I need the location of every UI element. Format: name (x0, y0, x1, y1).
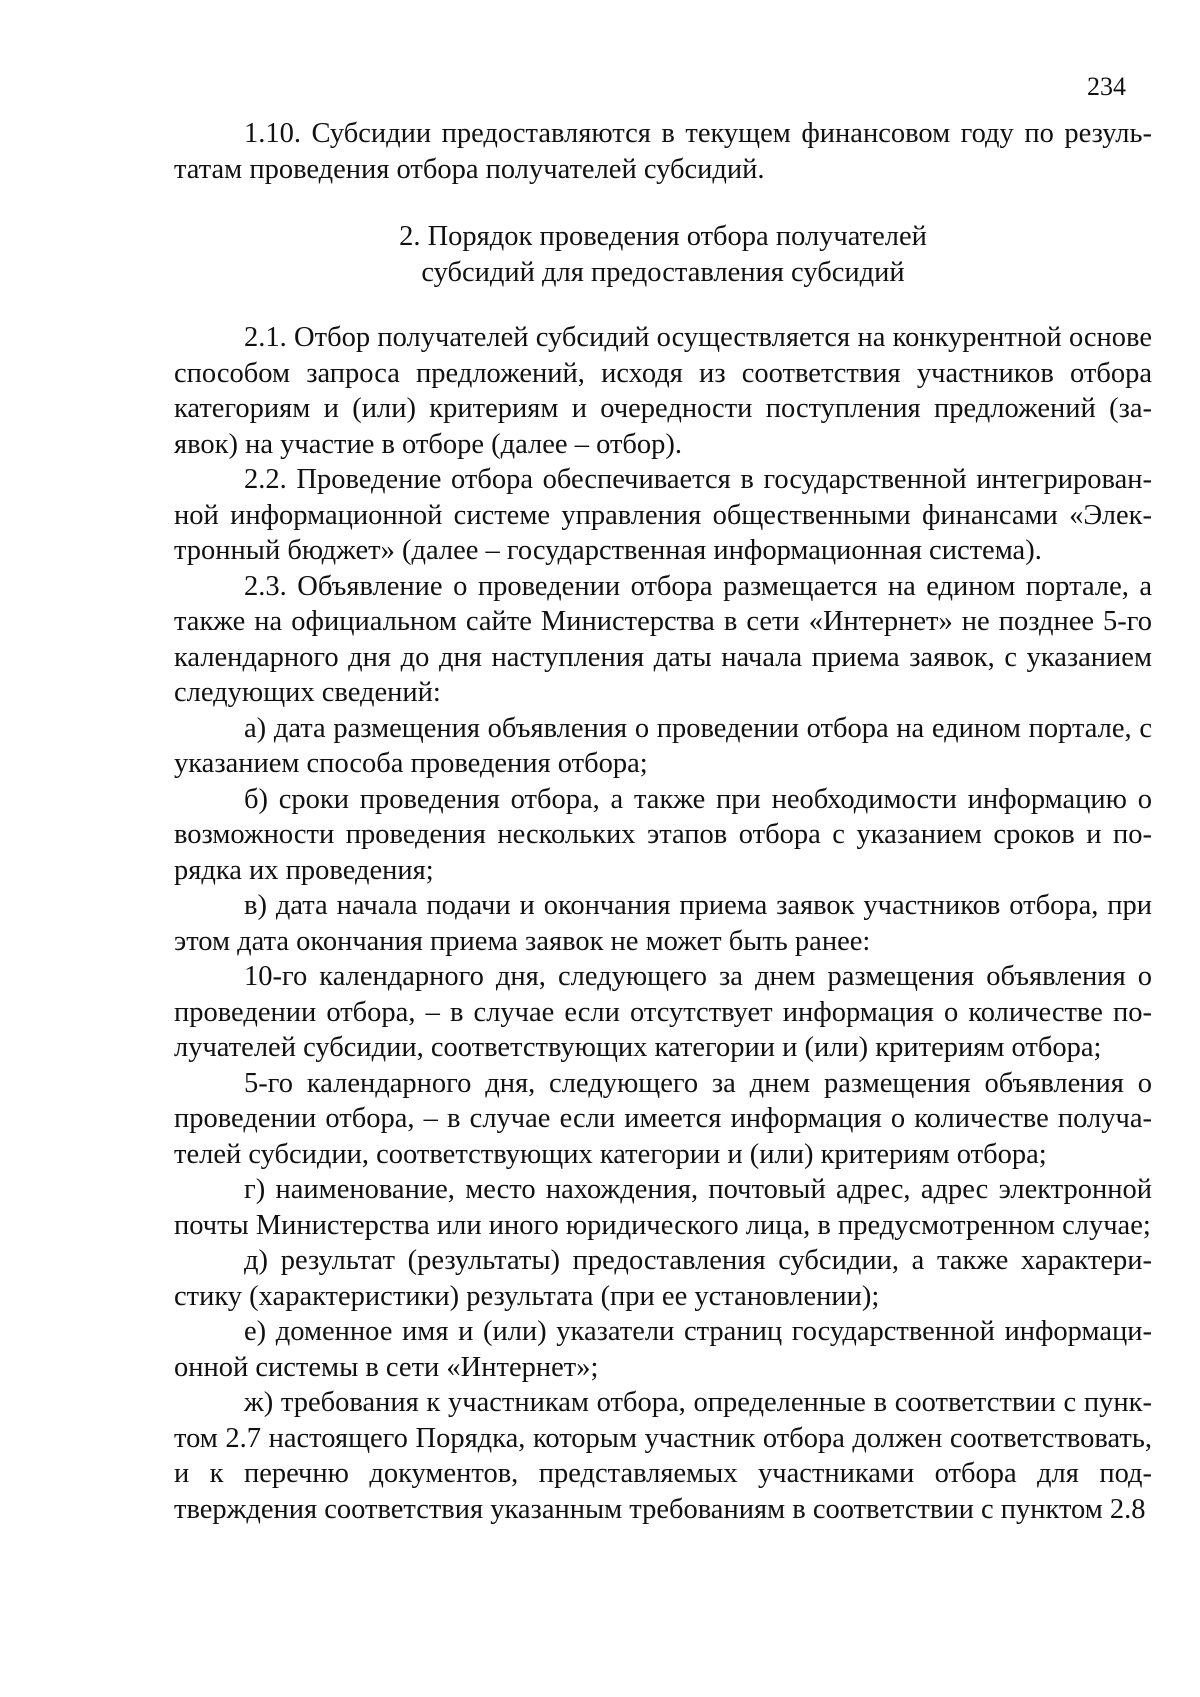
list-item-v: в) дата начала подачи и окончания приема заявок участников отбора, при этом дата окончания приема заявок не может быть ранее: (174, 890, 1152, 957)
paragraph-2-3: 2.3. Объявление о проведении отбора размещается на едином портале, а также на официальном сайте Министерства в сети «Интернет» не позднее 5-го календарного дня до дня наступления даты начала приема заявок, с указанием следующих сведений: (174, 570, 1152, 708)
paragraph-1-10: 1.10. Субсидии предоставляются в текущем финансовом году по результатам проведения отбора получателей субсидий. (174, 118, 1152, 185)
list-item-v-5-day: 5-го календарного дня, следующего за днем размещения объявления о проведении отбора, – в случае если имеется информация о количестве получателей субсидии, соответствующих категории и (или) критериям отбора; (174, 1067, 1152, 1170)
list-item-e: е) доменное имя и (или) указатели страниц государственной информационной системы в сети «Интернет»; (174, 1316, 1152, 1383)
list-item-zh: ж) требования к участникам отбора, определенные в соответствии с пунктом 2.7 настоящего Порядка, которым участник отбора должен соответствовать, и к перечню документов, представляемых участниками отбора для подтверждения соответствия указанным требованиям в соответствии с пунктом 2.8 (174, 1387, 1152, 1525)
list-item-v-10-day: 10-го календарного дня, следующего за днем размещения объявления о проведении отбора, – в случае если отсутствует информация о количестве получателей субсидии, соответствующих категории и (или) критериям отбора; (174, 961, 1152, 1063)
paragraph-2-1: 2.1. Отбор получателей субсидий осуществляется на конкурентной основе способом запроса предложений, исходя из соответствия участников отбора категориям и (или) критериям и очередности поступления предложений (заявок) на участие в отборе (далее – отбор). (174, 322, 1152, 460)
paragraph-2-2: 2.2. Проведение отбора обеспечивается в государственной интегрированной информационной системе управления общественными финансами «Электронный бюджет» (далее – государственная информационная система). (174, 464, 1152, 566)
list-item-d: д) результат (результаты) предоставления субсидии, а также характеристику (характеристики) результата (при ее установлении); (174, 1245, 1152, 1312)
list-item-a: а) дата размещения объявления о проведении отбора на едином портале, с указанием способа проведения отбора; (174, 712, 1152, 779)
list-item-b: б) сроки проведения отбора, а также при необходимости информацию о возможности проведения нескольких этапов отбора с указанием сроков и порядка их проведения; (174, 783, 1152, 886)
section-title-line-1: 2. Порядок проведения отбора получателей (399, 221, 927, 252)
section-title-line-2: субсидий для предоставления субсидий (421, 256, 905, 288)
section-title (174, 219, 1152, 290)
document-body (174, 116, 1152, 1527)
page-number: 234 (1087, 72, 1126, 101)
list-item-g: г) наименование, место нахождения, почтовый адрес, адрес электронной почты Министерства или иного юридического лица, в предусмотренном случае; (174, 1174, 1152, 1241)
